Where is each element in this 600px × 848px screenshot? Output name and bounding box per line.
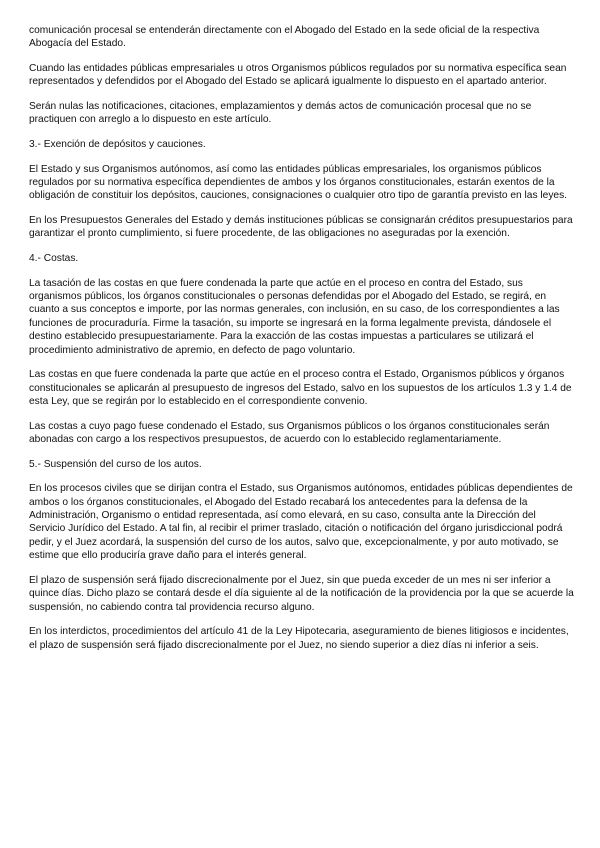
section-heading: 3.- Exención de depósitos y cauciones. [29, 139, 206, 150]
document-page [29, 24, 574, 663]
paragraph: comunicación procesal se entenderán directamente con el Abogado del Estado en la sede oficial de la respectiva Abogacía del Estado. [29, 25, 540, 50]
paragraph: Serán nulas las notificaciones, citaciones, emplazamientos y demás actos de comunicación procesal que no se practiquen con arreglo a lo dispuesto en este artículo. [29, 101, 532, 126]
paragraph: La tasación de las costas en que fuere condenada la parte que actúe en el proceso en contra del Estado, sus organismos públicos, los órganos constitucionales o personas defendidas por el Abogado del Estado, se regirá, en cuanto a sus conceptos e importe, por las normas generales, con inclusión, en su caso, de los correspondientes a las funciones de procuraduría. Firme la tasación, su importe se ingresará en la forma legalmente prevista, dándosele el destino establecido presupuestariamente. Para la exacción de las costas impuestas a particulares se utilizará el procedimiento administrativo de apremio, en defecto de pago voluntario. [29, 277, 560, 356]
paragraph: Las costas en que fuere condenada la parte que actúe en el proceso contra el Estado, Organismos públicos y órganos constitucionales se aplicarán al presupuesto de ingresos del Estado, salvo en los supuestos de los artículos 1.3 y 1.4 de esta Ley, que se regirán por lo establecido en el correspondiente convenio. [29, 369, 572, 408]
paragraph: El plazo de suspensión será fijado discrecionalmente por el Juez, sin que pueda exceder de un mes ni ser inferior a quince días. Dicho plazo se contará desde el día siguiente al de la notificación de la providencia por la que se acuerde la suspensión, no cabiendo contra tal providencia recurso alguno. [29, 574, 574, 613]
paragraph: En los procesos civiles que se dirijan contra el Estado, sus Organismos autónomos, entidades públicas dependientes de ambos o los órganos constitucionales, el Abogado del Estado recabará los antecedentes para la defensa de la Administración, Organismo o entidad representada, así como elevará, en su caso, consulta ante la Dirección del Servicio Jurídico del Estado. A tal fin, al recibir el primer traslado, citación o notificación del órgano jurisdiccional podrá pedir, y el Juez acordará, la suspensión del curso de los autos, salvo que, excepcionalmente, y por auto motivado, se estime que ello produciría grave daño para el interés general. [29, 483, 573, 562]
paragraph: En los Presupuestos Generales del Estado y demás instituciones públicas se consignarán créditos presupuestarios para garantizar el pronto cumplimiento, si fuere procedente, de las obligaciones no aseguradas por la exención. [29, 215, 573, 240]
paragraph: El Estado y sus Organismos autónomos, así como las entidades públicas empresariales, los organismos públicos regulados por su normativa específica dependientes de ambos y los órganos constitucionales, estarán exentos de la obligación de constituir los depósitos, cauciones, consignaciones o cualquier otro tipo de garantía previsto en las leyes. [29, 163, 567, 202]
section-heading: 5.- Suspensión del curso de los autos. [29, 458, 202, 470]
paragraph: Cuando las entidades públicas empresariales u otros Organismos públicos regulados por su normativa específica sean representados y defendidos por el Abogado del Estado se aplicará igualmente lo dispuesto en el apartado anterior. [29, 63, 567, 88]
section-heading: 4.- Costas. [29, 253, 79, 264]
paragraph: En los interdictos, procedimientos del artículo 41 de la Ley Hipotecaria, aseguramiento de bienes litigiosos e incidentes, el plazo de suspensión será fijado discrecionalmente por el Juez, no siendo superior a diez días ni inferior a seis. [29, 626, 569, 651]
paragraph: Las costas a cuyo pago fuese condenado el Estado, sus Organismos públicos o los órganos constitucionales serán abonadas con cargo a los respectivos presupuestos, de acuerdo con lo establecido reglamentariamente. [29, 420, 550, 446]
